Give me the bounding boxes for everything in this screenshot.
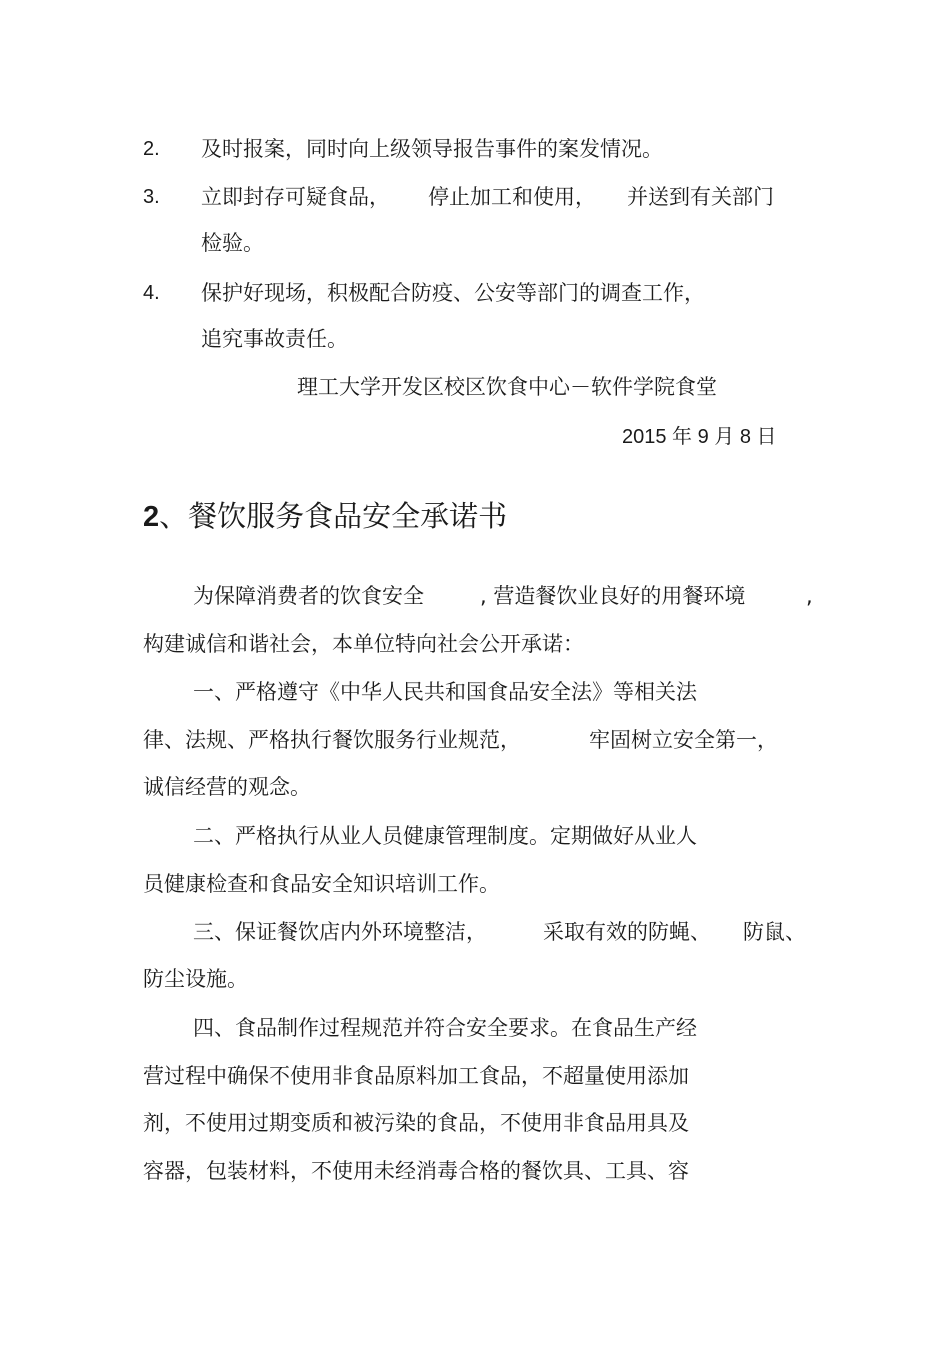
pledge-1-text: 一、严格遵守《中华人民共和国食品安全法》等相关法	[193, 680, 697, 704]
pledge-4-text: 营过程中确保不使用非食品原料加工食品，不超量使用添加	[143, 1064, 689, 1088]
section-number: 2	[143, 501, 160, 533]
pledge-1-text: 诚信经营的观念。	[143, 775, 311, 799]
intro-text-segment: 为保障消费者的饮食安全	[193, 584, 424, 608]
pledge-1-text: 律、法规、严格执行餐饮服务行业规范，	[143, 728, 521, 752]
pledge-3-text: 防鼠、	[743, 920, 806, 944]
section-heading	[143, 497, 507, 536]
list-text: 及时报案，同时向上级领导报告事件的案发情况。	[201, 137, 663, 161]
list-text-segment: 并送到有关部门	[627, 185, 774, 209]
pledge-2-text: 二、严格执行从业人员健康管理制度。定期做好从业人	[193, 824, 697, 848]
section-title: 、餐饮服务食品安全承诺书	[159, 499, 508, 533]
list-number: 3.	[143, 186, 160, 208]
list-number: 4.	[143, 282, 160, 304]
pledge-3-text: 防尘设施。	[143, 967, 248, 991]
list-text-segment: 停止加工和使用，	[428, 185, 596, 209]
pledge-4-text: 剂，不使用过期变质和被污染的食品，不使用非食品用具及	[143, 1111, 689, 1135]
pledge-4-text: 四、食品制作过程规范并符合安全要求。在食品生产经	[193, 1016, 697, 1040]
intro-text-segment: , 营造餐饮业良好的用餐环境	[480, 584, 746, 608]
signature-date: 2015 年 9 月 8 日	[622, 426, 777, 448]
list-text: 检验。	[201, 231, 264, 255]
list-text: 保护好现场，积极配合防疫、公安等部门的调查工作，	[201, 281, 705, 305]
pledge-2-text: 员健康检查和食品安全知识培训工作。	[143, 872, 500, 896]
list-text-segment: 立即封存可疑食品，	[201, 185, 390, 209]
pledge-3-text: 采取有效的防蝇、	[543, 920, 711, 944]
list-text: 追究事故责任。	[201, 327, 348, 351]
pledge-4-text: 容器，包装材料，不使用未经消毒合格的餐饮具、工具、容	[143, 1159, 689, 1183]
intro-text: 构建诚信和谐社会，本单位特向社会公开承诺：	[143, 632, 584, 656]
intro-text-segment: ,	[806, 584, 813, 608]
pledge-1-text: 牢固树立安全第一，	[589, 728, 778, 752]
pledge-3-text: 三、保证餐饮店内外环境整洁，	[193, 920, 487, 944]
list-number: 2.	[143, 138, 160, 160]
signature-org: 理工大学开发区校区饮食中心－软件学院食堂	[297, 375, 717, 399]
